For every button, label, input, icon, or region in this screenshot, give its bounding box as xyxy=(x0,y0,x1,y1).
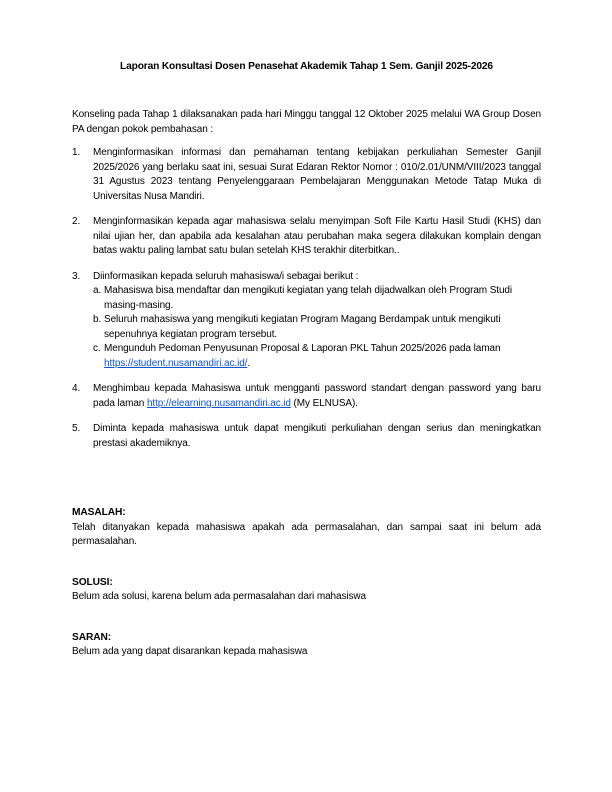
list-item-text: Menginformasikan kepada agar mahasiswa selalu menyimpan Soft File Kartu Hasil Studi (KHS) dan nilai ujian her, dan apabila ada kesalahan atau perubahan maka segera dilakukan komplain dengan batas waktu paling lambat satu bulan setelah KHS terakhir diterbitkan.. xyxy=(93,216,541,256)
list-item-number: 4. xyxy=(72,383,81,394)
sub-list-item-b xyxy=(93,313,541,342)
section-saran xyxy=(72,631,541,660)
list-item-5 xyxy=(72,422,541,451)
list-item-text: Diinformasikan kepada seluruh mahasiswa/i sebagai berikut : xyxy=(93,270,359,282)
list-item-text-after: (My ELNUSA). xyxy=(290,397,358,409)
list-item-number: 1. xyxy=(72,147,81,158)
sub-list-item-text-before: Mengunduh Pedoman Penyusunan Proposal & Laporan PKL Tahun 2025/2026 pada laman xyxy=(104,343,501,354)
document-content xyxy=(72,60,541,660)
list-item-1 xyxy=(72,146,541,204)
section-body-masalah: Telah ditanyakan kepada mahasiswa apakah ada permasalahan, dan sampai saat ini belum ada permasalahan. xyxy=(72,521,541,547)
section-solusi xyxy=(72,576,541,605)
section-heading-masalah: MASALAH: xyxy=(72,507,126,518)
section-heading-saran: SARAN: xyxy=(72,631,112,643)
list-item-number: 5. xyxy=(72,423,81,434)
sub-list xyxy=(93,284,541,371)
sub-list-item-text: Mahasiswa bisa mendaftar dan mengikuti kegiatan yang telah dijadwalkan oleh Program Studi masing-masing. xyxy=(104,285,513,311)
elearning-link[interactable]: http://elearning.nusamandiri.ac.id xyxy=(146,397,291,409)
list-item-2 xyxy=(72,215,541,259)
sub-list-item-letter: a. xyxy=(93,285,102,296)
list-item-number: 3. xyxy=(72,270,81,282)
section-masalah xyxy=(72,506,541,550)
intro-paragraph: Konseling pada Tahap 1 dilaksanakan pada hari Minggu tanggal 12 Oktober 2025 melalui WA Group Dosen PA dengan pokok pembahasan : xyxy=(72,109,541,135)
sub-list-item-letter: b. xyxy=(93,314,102,325)
section-body-saran: Belum ada yang dapat disarankan kepada mahasiswa xyxy=(72,646,308,657)
section-heading-solusi: SOLUSI: xyxy=(72,576,113,588)
list-item-4 xyxy=(72,382,541,411)
sub-list-item-c xyxy=(93,342,541,371)
page-title: Laporan Konsultasi Dosen Penasehat Akademik Tahap 1 Sem. Ganjil 2025-2026 xyxy=(120,61,493,72)
sub-list-item-text: Seluruh mahasiswa yang mengikuti kegiatan Program Magang Berdampak untuk mengikuti sepenuhnya kegiatan program tersebut. xyxy=(104,314,501,340)
sub-list-item-letter: c. xyxy=(93,343,101,354)
student-portal-link[interactable]: https://student.nusamandiri.ac.id/ xyxy=(104,357,248,369)
list-item-text-before: Menghimbau kepada Mahasiswa untuk mengganti password standart dengan password yang baru pada laman xyxy=(93,383,541,409)
sub-list-item-a xyxy=(93,284,541,313)
list-item-text: Menginformasikan informasi dan pemahaman tentang kebijakan perkuliahan Semester Ganjil 2025/2026 yang berlaku saat ini, sesuai Surat Edaran Rektor Nomor : 010/2.01/UNM/VIII/2023 tanggal 31 Agustus 2023 tentang Penyelenggaraan Pembelajaran Menggunakan Metode Tatap Muka di Universitas Nusa Mandiri. xyxy=(93,147,541,202)
list-item-3 xyxy=(72,270,541,372)
list-item-text: Diminta kepada mahasiswa untuk dapat mengikuti perkuliahan dengan serius dan meningkatkan prestasi akademiknya. xyxy=(93,423,541,449)
numbered-list xyxy=(72,146,541,451)
sub-list-item-text-after: . xyxy=(247,357,251,369)
spacer xyxy=(72,462,541,480)
section-body-solusi: Belum ada solusi, karena belum ada permasalahan dari mahasiswa xyxy=(72,591,366,602)
list-item-number: 2. xyxy=(72,216,81,227)
